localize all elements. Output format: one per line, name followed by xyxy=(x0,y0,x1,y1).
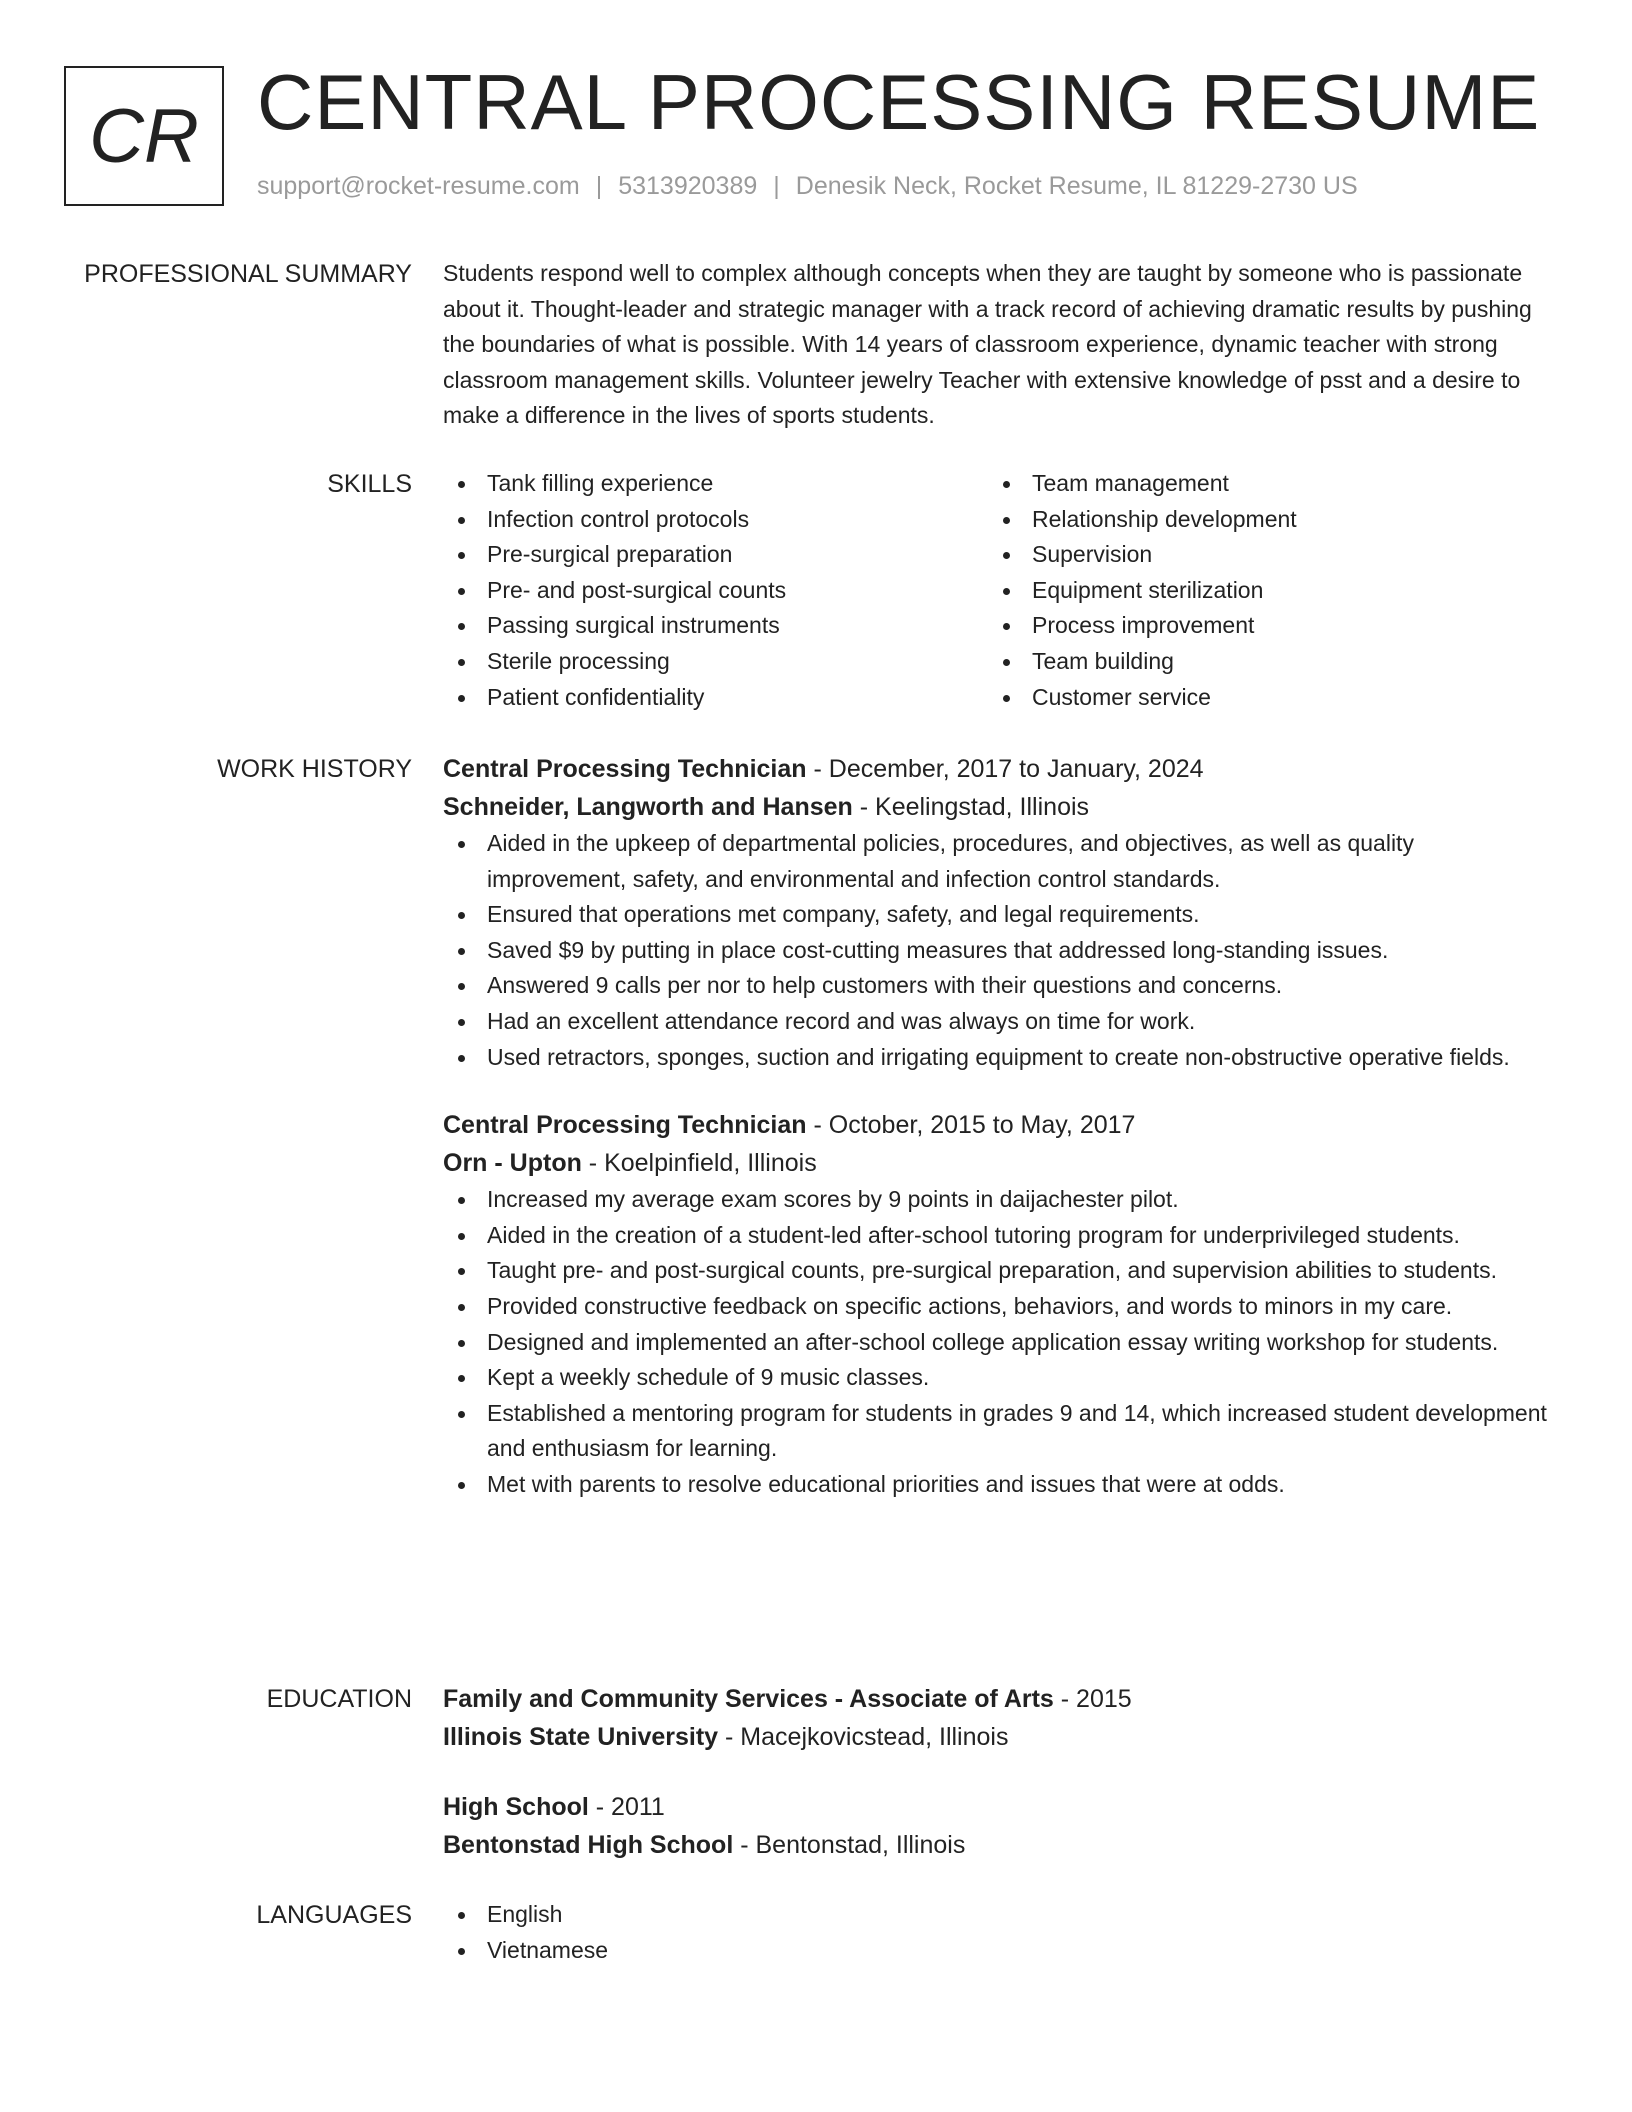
school-name: Illinois State University xyxy=(443,1722,719,1751)
school-location: - Macejkovicstead, Illinois xyxy=(718,1722,1009,1751)
degree: Family and Community Services - Associate of Arts xyxy=(443,1685,1054,1713)
languages-body xyxy=(443,1897,1553,1968)
job-bullet: Had an excellent attendance record and was always on time for work. xyxy=(443,1004,1553,1040)
degree-line xyxy=(443,1681,1553,1719)
language-item: English xyxy=(443,1897,1553,1933)
contact-phone[interactable]: 5313920389 xyxy=(618,172,758,200)
contact-separator: | xyxy=(773,172,780,200)
work-history-body xyxy=(443,751,1553,1503)
contact-address: Denesik Neck, Rocket Resume, IL 81229-2730 US xyxy=(795,172,1358,200)
graduation-year: - 2015 xyxy=(1053,1685,1132,1713)
job-location: - Keelingstad, Illinois xyxy=(852,792,1090,821)
job-company: Orn - Upton xyxy=(443,1148,582,1177)
summary-body xyxy=(443,256,1553,434)
skill-item: Team building xyxy=(988,644,1533,680)
job-title: Central Processing Technician xyxy=(443,1111,807,1140)
job-bullet: Kept a weekly schedule of 9 music classes. xyxy=(443,1360,1553,1396)
job-entry xyxy=(443,751,1553,1075)
job-bullet: Taught pre- and post-surgical counts, pre-surgical preparation, and supervision abilities to students. xyxy=(443,1253,1553,1289)
skill-item: Process improvement xyxy=(988,608,1533,644)
skill-item: Pre- and post-surgical counts xyxy=(443,573,988,609)
job-dates: - October, 2015 to May, 2017 xyxy=(806,1111,1136,1140)
skill-item: Relationship development xyxy=(988,502,1533,538)
job-company-line xyxy=(443,789,1553,827)
work-history-heading: WORK HISTORY xyxy=(217,755,412,783)
contact-email[interactable]: support@rocket-resume.com xyxy=(257,172,580,200)
summary-text: Students respond well to complex although concepts when they are taught by someone who is passionate about it. Thought-leader and strategic manager with a track record of achieving dramatic results by pushing the boundaries of what is possible. With 14 years of classroom experience, dynamic teacher with strong classroom management skills. Volunteer jewelry Teacher with extensive knowledge of psst and a desire to make a difference in the lives of sports students. xyxy=(443,260,1532,429)
job-bullets xyxy=(443,826,1553,1075)
skill-item: Team management xyxy=(988,466,1533,502)
skill-item: Sterile processing xyxy=(443,644,988,680)
job-bullet: Aided in the creation of a student-led after-school tutoring program for underprivileged students. xyxy=(443,1218,1553,1254)
education-entry xyxy=(443,1681,1553,1756)
skills-body xyxy=(443,466,1553,715)
job-bullet: Answered 9 calls per nor to help customers with their questions and concerns. xyxy=(443,968,1553,1004)
job-dates: - December, 2017 to January, 2024 xyxy=(806,755,1204,783)
education-entry xyxy=(443,1789,1553,1864)
summary-heading: PROFESSIONAL SUMMARY xyxy=(84,260,412,288)
job-entry xyxy=(443,1107,1553,1502)
job-title-line xyxy=(443,751,1553,789)
contact-line xyxy=(257,172,1358,201)
languages-list xyxy=(443,1897,1553,1968)
job-bullet: Saved $9 by putting in place cost-cutting measures that addressed long-standing issues. xyxy=(443,933,1553,969)
skill-item: Equipment sterilization xyxy=(988,573,1533,609)
school-line xyxy=(443,1719,1553,1757)
job-company: Schneider, Langworth and Hansen xyxy=(443,792,853,821)
skill-item: Tank filling experience xyxy=(443,466,988,502)
contact-separator: | xyxy=(595,172,603,200)
skill-item: Infection control protocols xyxy=(443,502,988,538)
job-bullet: Provided constructive feedback on specific actions, behaviors, and words to minors in my care. xyxy=(443,1289,1553,1325)
job-bullet: Increased my average exam scores by 9 points in daijachester pilot. xyxy=(443,1182,1553,1218)
job-bullet: Designed and implemented an after-school college application essay writing workshop for students. xyxy=(443,1325,1553,1361)
school-line xyxy=(443,1827,1553,1865)
skill-item: Customer service xyxy=(988,680,1533,716)
graduation-year: - 2011 xyxy=(588,1793,665,1821)
education-heading: EDUCATION xyxy=(266,1685,412,1713)
language-item: Vietnamese xyxy=(443,1933,1553,1969)
job-bullets xyxy=(443,1182,1553,1502)
resume-title: CENTRAL PROCESSING RESUME xyxy=(257,58,1541,146)
skills-list-right xyxy=(988,466,1533,715)
skill-item: Supervision xyxy=(988,537,1533,573)
skill-item: Pre-surgical preparation xyxy=(443,537,988,573)
school-name: Bentonstad High School xyxy=(443,1830,734,1859)
education-body xyxy=(443,1681,1553,1864)
job-title: Central Processing Technician xyxy=(443,755,807,783)
school-location: - Bentonstad, Illinois xyxy=(733,1830,966,1859)
job-bullet: Met with parents to resolve educational priorities and issues that were at odds. xyxy=(443,1467,1553,1503)
job-title-line xyxy=(443,1107,1553,1145)
skills-list-left xyxy=(443,466,988,715)
skills-heading: SKILLS xyxy=(327,470,412,498)
skill-item: Passing surgical instruments xyxy=(443,608,988,644)
job-bullet: Used retractors, sponges, suction and irrigating equipment to create non-obstructive operative fields. xyxy=(443,1040,1553,1076)
job-company-line xyxy=(443,1145,1553,1183)
job-bullet: Ensured that operations met company, safety, and legal requirements. xyxy=(443,897,1553,933)
job-location: - Koelpinfield, Illinois xyxy=(581,1148,817,1177)
job-bullet: Aided in the upkeep of departmental policies, procedures, and objectives, as well as quality improvement, safety, and environmental and infection control standards. xyxy=(443,826,1553,897)
languages-heading: LANGUAGES xyxy=(256,1901,412,1929)
degree: High School xyxy=(443,1793,589,1821)
skill-item: Patient confidentiality xyxy=(443,680,988,716)
job-bullet: Established a mentoring program for students in grades 9 and 14, which increased student development and enthusiasm for learning. xyxy=(443,1396,1553,1467)
degree-line xyxy=(443,1789,1553,1827)
monogram-logo: CR xyxy=(64,66,224,206)
